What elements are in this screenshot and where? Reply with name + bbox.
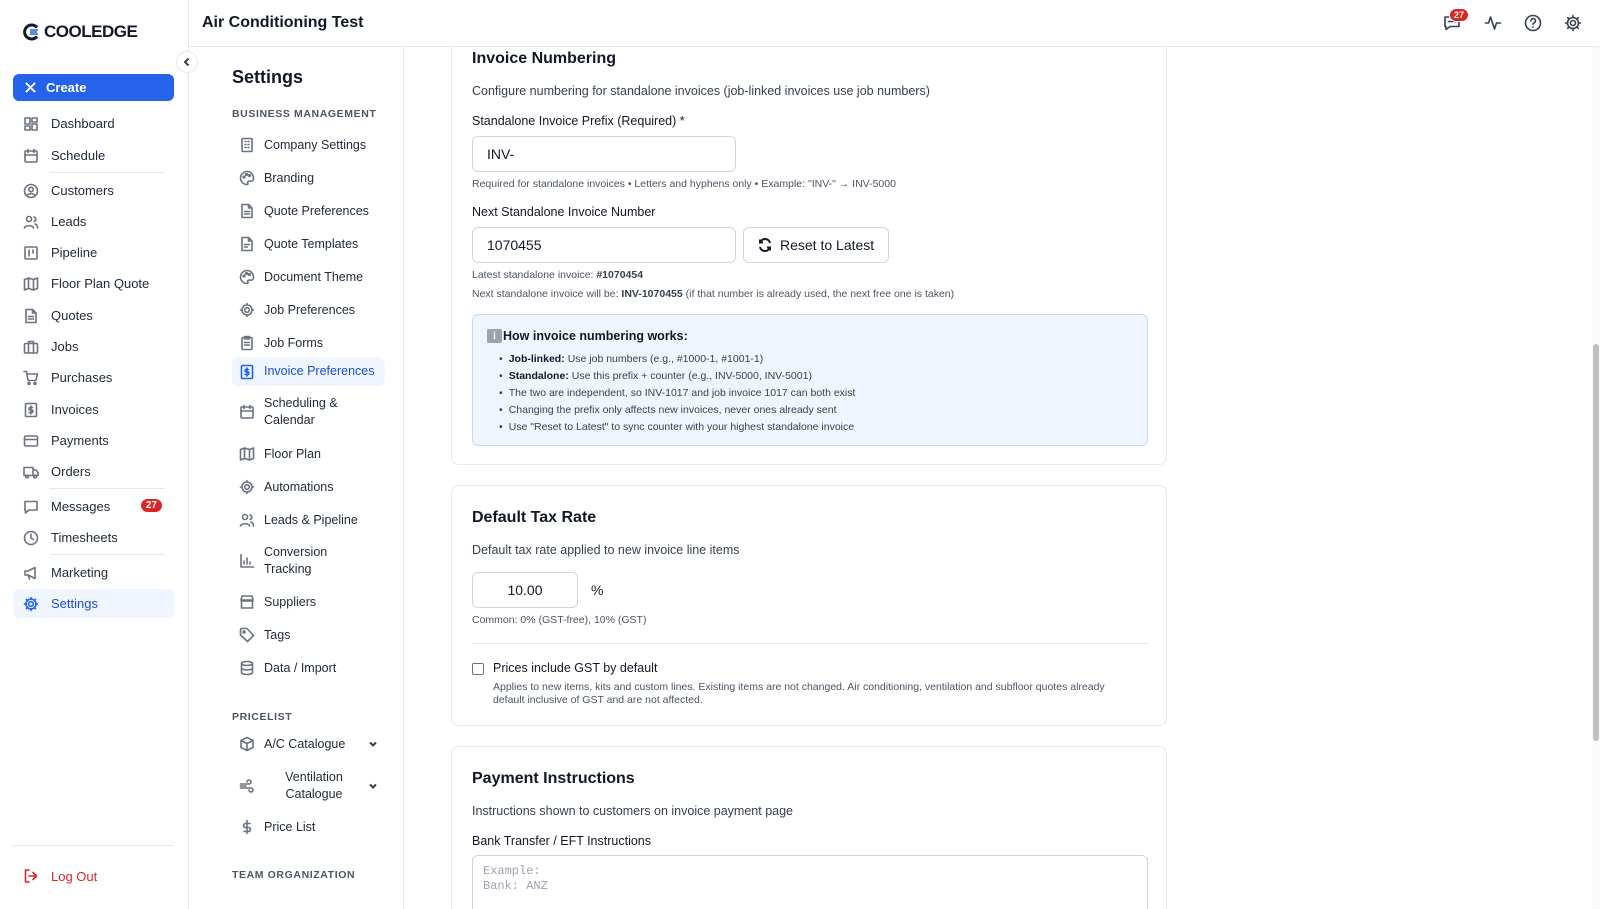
settings-item-ventilation-catalogue[interactable]	[232, 768, 385, 804]
list-item	[499, 418, 855, 435]
settings-item-label: Scheduling & Calendar	[264, 396, 338, 427]
create-button[interactable]	[13, 74, 174, 101]
message-icon	[23, 499, 39, 515]
leads-icon	[23, 214, 39, 230]
settings-item-job-forms[interactable]	[232, 329, 385, 357]
sidebar-item-orders[interactable]	[13, 457, 174, 486]
list-item-text: Use job numbers (e.g., #1000-1, #1001-1)	[567, 353, 764, 366]
sidebar-item-label: Timesheets	[51, 530, 118, 545]
sidebar-item-pipeline[interactable]	[13, 238, 174, 267]
invoice-numbering-description: Configure numbering for standalone invoices (job-linked invoices use job numbers)	[472, 84, 930, 98]
sidebar-item-label: Settings	[51, 596, 98, 611]
section-heading-business-management: BUSINESS MANAGEMENT	[232, 108, 377, 120]
list-item-bold: • Standalone:	[508, 370, 569, 383]
sidebar-item-label: Pipeline	[51, 245, 98, 260]
info-icon: i	[487, 329, 502, 343]
template-icon	[239, 236, 255, 252]
sidebar-item-label: Marketing	[51, 565, 109, 580]
info-list	[499, 351, 855, 435]
divider	[472, 643, 1148, 644]
main-sidebar	[0, 0, 189, 909]
users-icon	[239, 512, 255, 528]
bank-transfer-label: Bank Transfer / EFT Instructions	[472, 834, 652, 848]
sidebar-item-marketing[interactable]	[13, 558, 174, 587]
sidebar-item-label: Orders	[51, 464, 91, 479]
settings-item-label: Tags	[264, 627, 291, 642]
list-item-text: Use this prefix + counter (e.g., INV-5000, INV-5001)	[571, 370, 812, 383]
settings-item-label: Automations	[264, 479, 334, 494]
settings-item-label: Ventilation Catalogue	[285, 770, 343, 801]
logout-button[interactable]	[13, 862, 174, 890]
logout-icon	[23, 868, 39, 884]
tax-rate-help: Common: 0% (GST-free), 10% (GST)	[472, 614, 647, 626]
gear-icon	[239, 479, 255, 495]
payment-title: Payment Instructions	[472, 770, 635, 787]
settings-item-label: Branding	[264, 170, 315, 185]
gear-icon	[239, 302, 255, 318]
settings-item-leads-pipeline[interactable]	[232, 506, 385, 534]
sidebar-item-customers[interactable]	[13, 176, 174, 205]
settings-item-label: A/C Catalogue	[264, 736, 346, 751]
settings-item-price-list[interactable]	[232, 813, 385, 841]
list-item	[499, 351, 855, 368]
settings-item-label: Leads & Pipeline	[264, 512, 358, 527]
prefix-label: Standalone Invoice Prefix (Required) *	[472, 114, 685, 128]
sidebar-item-leads[interactable]	[13, 207, 174, 236]
sidebar-item-dashboard[interactable]	[13, 109, 174, 138]
section-heading-team-organization: TEAM ORGANIZATION	[232, 869, 356, 881]
list-item-text: • Changing the prefix only affects new invoices, never ones already sent	[508, 403, 837, 416]
building-icon	[239, 137, 255, 153]
customers-icon	[23, 183, 39, 199]
latest-invoice-info	[472, 269, 643, 281]
map-icon	[23, 276, 39, 292]
reset-to-latest-button[interactable]	[743, 227, 889, 263]
settings-item-data-import[interactable]	[232, 654, 385, 682]
activity-icon[interactable]	[1484, 14, 1504, 34]
sidebar-item-purchases[interactable]	[13, 363, 174, 392]
settings-item-label: Job Forms	[264, 335, 324, 350]
briefcase-icon	[23, 339, 39, 355]
payment-description: Instructions shown to customers on invoice payment page	[472, 804, 794, 818]
sidebar-item-label: Dashboard	[51, 116, 115, 131]
tax-rate-card	[451, 485, 1167, 726]
refresh-icon	[758, 238, 772, 252]
document-icon	[23, 308, 39, 324]
card-icon	[23, 433, 39, 449]
invoice-icon	[239, 364, 255, 380]
clipboard-icon	[239, 335, 255, 351]
chevron-down-icon[interactable]	[367, 738, 379, 750]
tax-rate-title: Default Tax Rate	[472, 509, 597, 526]
reset-label: Reset to Latest	[780, 237, 875, 253]
sidebar-item-quotes[interactable]	[13, 301, 174, 330]
settings-item-label: Document Theme	[264, 269, 364, 284]
settings-item-company-settings[interactable]	[232, 131, 385, 159]
sidebar-divider	[50, 554, 165, 555]
prices-include-gst-checkbox[interactable]	[472, 663, 484, 675]
bar-chart-icon	[239, 553, 255, 569]
messages-count-badge: 27	[141, 499, 162, 512]
settings-item-label: Job Preferences	[264, 302, 356, 317]
palette-icon	[239, 269, 255, 285]
pipeline-icon	[23, 245, 39, 261]
settings-item-conversion-tracking[interactable]	[232, 543, 385, 579]
sidebar-item-label: Customers	[51, 183, 114, 198]
settings-item-label: Data / Import	[264, 660, 337, 675]
logo[interactable]	[22, 22, 137, 42]
settings-item-tags[interactable]	[232, 621, 385, 649]
settings-nav	[189, 47, 404, 909]
gst-help-line-2: default inclusive of GST and are not affected.	[493, 694, 703, 706]
next-invoice-value: INV-1070455	[621, 288, 683, 300]
settings-item-quote-preferences[interactable]	[232, 197, 385, 225]
chevron-left-icon	[181, 56, 193, 68]
main-content	[404, 47, 1600, 909]
info-title-text: How invoice numbering works:	[503, 329, 688, 343]
bank-transfer-textarea[interactable]: Example: Bank: ANZ	[472, 855, 1148, 909]
list-item-text: • The two are independent, so INV-1017 and job invoice 1017 can both exist	[508, 386, 856, 399]
sidebar-item-label: Leads	[51, 214, 87, 229]
list-item	[499, 368, 855, 385]
sidebar-item-label: Purchases	[51, 370, 113, 385]
settings-item-automations[interactable]	[232, 473, 385, 501]
prefix-help: Required for standalone invoices • Letters and hyphens only • Example: "INV-" → INV-5000	[472, 178, 896, 190]
palette-icon	[239, 170, 255, 186]
settings-item-scheduling-calendar[interactable]	[232, 394, 385, 430]
database-icon	[239, 660, 255, 676]
invoice-numbering-card	[451, 47, 1167, 465]
sidebar-divider	[50, 172, 165, 173]
invoice-icon	[23, 402, 39, 418]
settings-item-label: Conversion Tracking	[264, 545, 328, 576]
settings-item-label: Floor Plan	[264, 446, 321, 461]
sidebar-item-payments[interactable]	[13, 426, 174, 455]
settings-item-quote-templates[interactable]	[232, 230, 385, 258]
list-item	[499, 401, 855, 418]
sidebar-item-label: Invoices	[51, 402, 99, 417]
payment-instructions-card	[451, 746, 1167, 909]
store-icon	[239, 594, 255, 610]
sidebar-item-settings[interactable]	[13, 589, 174, 618]
sidebar-item-label: Jobs	[51, 339, 79, 354]
notification-badge: 27	[1449, 8, 1469, 22]
list-item-bold: • Job-linked:	[508, 353, 565, 366]
clock-icon	[23, 530, 39, 546]
settings-item-branding[interactable]	[232, 164, 385, 192]
settings-item-label: Quote Templates	[264, 236, 359, 251]
top-bar	[189, 0, 1600, 47]
gst-help	[493, 681, 1105, 707]
sidebar-item-label: Schedule	[51, 148, 106, 163]
next-invoice-prefix: Next standalone invoice will be:	[472, 288, 622, 300]
wind-icon	[239, 778, 255, 794]
scrollbar-thumb[interactable]	[1593, 344, 1599, 741]
next-invoice-info	[472, 288, 954, 300]
info-title	[487, 329, 688, 343]
list-item-text: • Use "Reset to Latest" to sync counter with your highest standalone invoice	[508, 420, 855, 433]
sidebar-item-label: Quotes	[51, 308, 93, 323]
settings-item-document-theme[interactable]	[232, 263, 385, 291]
sidebar-item-label: Messages	[51, 499, 111, 514]
collapse-sidebar-button[interactable]	[176, 51, 198, 73]
sidebar-item-invoices[interactable]	[13, 395, 174, 424]
settings-item-ac-catalogue[interactable]	[232, 730, 385, 758]
sidebar-item-label: Floor Plan Quote	[51, 276, 150, 291]
prefix-input[interactable]: INV-	[472, 136, 736, 172]
sidebar-item-label: Payments	[51, 433, 109, 448]
sidebar-item-timesheets[interactable]	[13, 523, 174, 552]
settings-item-label: Quote Preferences	[264, 203, 369, 218]
sidebar-item-jobs[interactable]	[13, 332, 174, 361]
sidebar-item-messages[interactable]	[13, 492, 174, 521]
tax-rate-input[interactable]: 10.00	[472, 572, 578, 608]
settings-item-suppliers[interactable]	[232, 588, 385, 616]
create-label: Create	[46, 80, 87, 95]
calendar-icon	[23, 148, 39, 164]
settings-title: Settings	[232, 67, 304, 87]
invoice-numbering-title: Invoice Numbering	[472, 50, 617, 67]
megaphone-icon	[23, 565, 39, 581]
tag-icon	[239, 627, 255, 643]
sidebar-item-schedule[interactable]	[13, 141, 174, 170]
list-item	[499, 385, 855, 402]
gear-icon[interactable]	[1564, 14, 1584, 34]
tax-rate-description: Default tax rate applied to new invoice line items	[472, 543, 740, 557]
settings-item-floor-plan[interactable]	[232, 440, 385, 468]
truck-icon	[23, 464, 39, 480]
latest-invoice-prefix: Latest standalone invoice:	[472, 269, 597, 281]
next-invoice-suffix: (if that number is already used, the next free one is taken)	[682, 288, 955, 300]
prices-include-gst-label: Prices include GST by default	[493, 661, 658, 675]
tax-rate-unit: %	[591, 582, 604, 598]
cart-icon	[23, 370, 39, 386]
numbering-info-box	[472, 314, 1148, 446]
sidebar-divider	[13, 845, 174, 846]
settings-item-invoice-preferences[interactable]	[232, 357, 385, 386]
latest-invoice-value: #1070454	[596, 269, 644, 281]
settings-item-label: Company Settings	[264, 137, 367, 152]
logo-mark-icon	[22, 22, 42, 42]
settings-item-label: Invoice Preferences	[264, 364, 375, 378]
document-icon	[239, 203, 255, 219]
help-icon[interactable]	[1524, 14, 1544, 34]
dashboard-icon	[23, 116, 39, 132]
settings-item-label: Price List	[264, 819, 316, 834]
close-icon	[25, 82, 36, 93]
page-title: Air Conditioning Test	[202, 14, 364, 31]
gst-help-line-1: Applies to new items, kits and custom lines. Existing items are not changed. Air conditioning, ventilation and subfloor quotes already	[493, 681, 1105, 693]
logo-text: COOLEDGE	[44, 22, 138, 41]
settings-item-job-preferences[interactable]	[232, 296, 385, 324]
box-icon	[239, 736, 255, 752]
map-icon	[239, 446, 255, 462]
section-heading-pricelist: PRICELIST	[232, 711, 293, 723]
next-number-input[interactable]: 1070455	[472, 227, 736, 263]
sidebar-divider	[50, 488, 165, 489]
chevron-down-icon[interactable]	[367, 780, 379, 792]
dollar-icon	[239, 819, 255, 835]
calendar-icon	[239, 404, 255, 420]
gear-icon	[23, 596, 39, 612]
next-number-label: Next Standalone Invoice Number	[472, 205, 656, 219]
logout-label: Log Out	[51, 868, 98, 884]
sidebar-item-floor-plan-quote[interactable]	[13, 269, 174, 298]
settings-item-label: Suppliers	[264, 594, 317, 609]
